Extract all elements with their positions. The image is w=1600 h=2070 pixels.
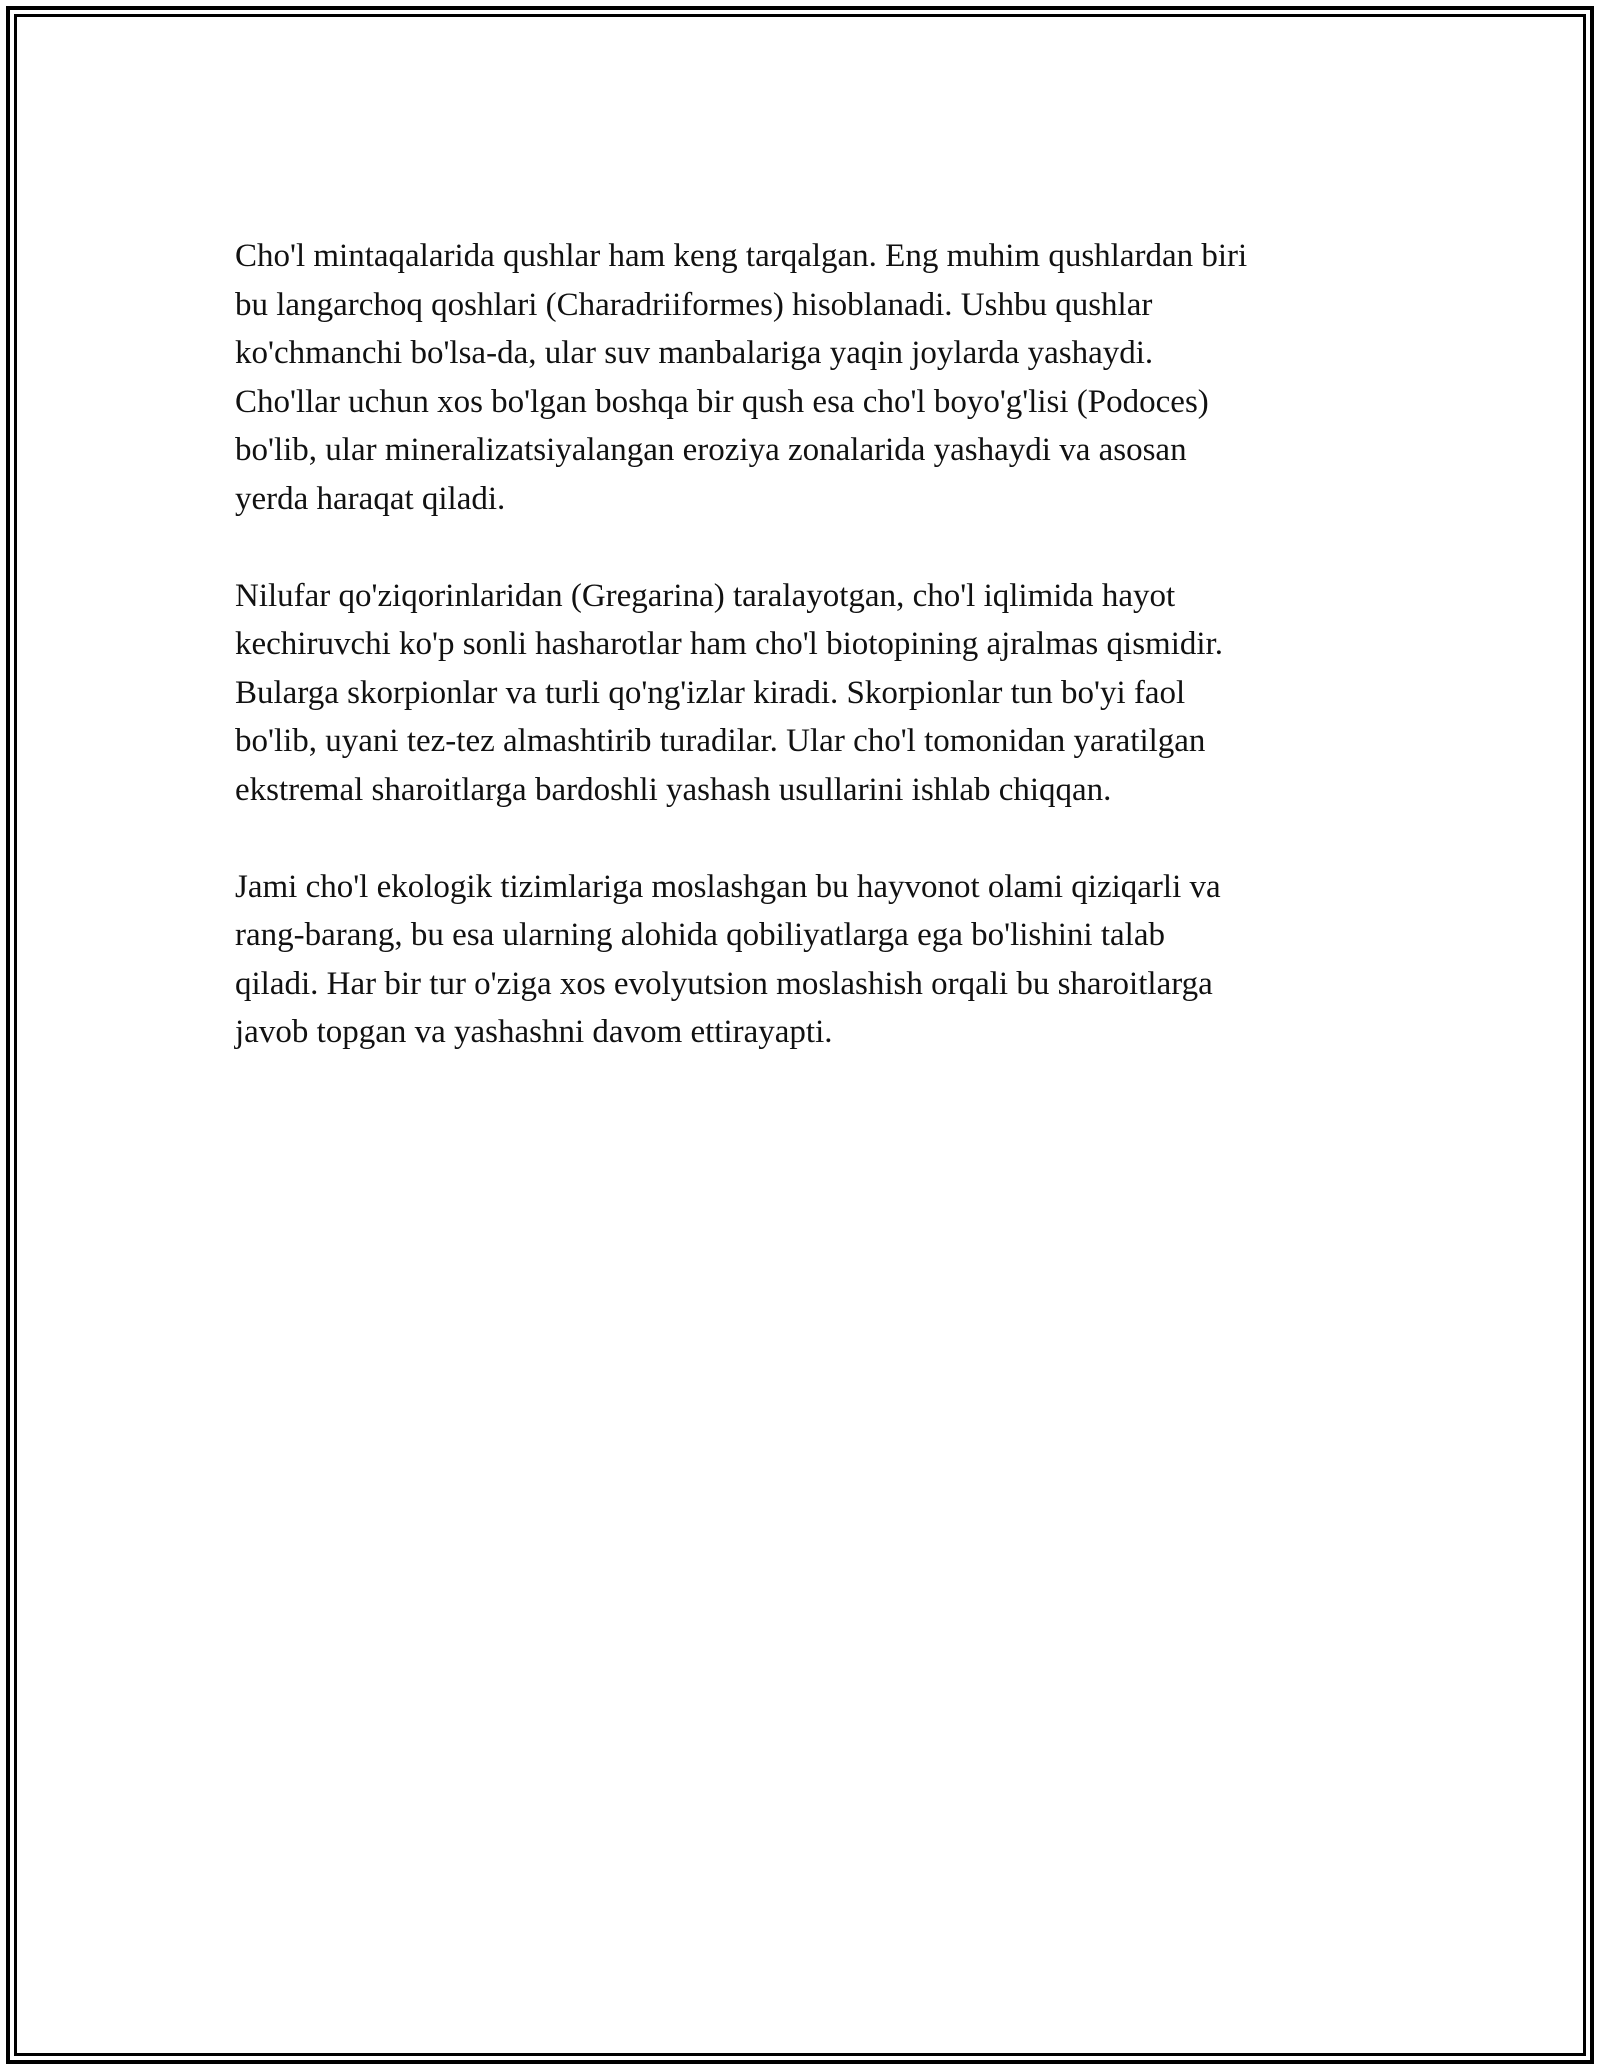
text-line: ekstremal sharoitlarga bardoshli yashash usullarini ishlab chiqqan. — [235, 771, 1112, 808]
text-line: Bularga skorpionlar va turli qo'ng'izlar kiradi. Skorpionlar tun bo'yi faol — [235, 674, 1186, 711]
document-body — [235, 232, 1375, 1105]
text-line: kechiruvchi ko'p sonli hasharotlar ham cho'l biotopining ajralmas qismidir. — [235, 626, 1223, 662]
text-line: qiladi. Har bir tur o'ziga xos evolyutsion moslashish orqali bu sharoitlarga — [235, 965, 1213, 1002]
text-line: Nilufar qo'ziqorinlaridan (Gregarina) taralayotgan, cho'l iqlimida hayot — [235, 577, 1176, 614]
paragraph-insects — [235, 572, 1375, 815]
paragraph-birds — [235, 232, 1375, 523]
text-line: bu langarchoq qoshlari (Charadriiformes) hisoblanadi. Ushbu qushlar — [235, 286, 1153, 323]
text-line: javob topgan va yashashni davom ettirayapti. — [235, 1014, 833, 1050]
text-line: Cho'llar uchun xos bo'lgan boshqa bir qush esa cho'l boyo'g'lisi (Podoces) — [235, 383, 1209, 420]
text-line: rang-barang, bu esa ularning alohida qobiliyatlarga ega bo'lishini talab — [235, 917, 1165, 953]
text-line: bo'lib, ular mineralizatsiyalangan eroziya zonalarida yashaydi va asosan — [235, 432, 1187, 468]
text-line: bo'lib, uyani tez-tez almashtirib turadilar. Ular cho'l tomonidan yaratilgan — [235, 723, 1206, 759]
text-line: ko'chmanchi bo'lsa-da, ular suv manbalariga yaqin joylarda yashaydi. — [235, 335, 1154, 371]
text-line: Jami cho'l ekologik tizimlariga moslashgan bu hayvonot olami qiziqarli va — [235, 868, 1221, 905]
paragraph-conclusion — [235, 863, 1375, 1057]
text-line: Cho'l mintaqalarida qushlar ham keng tarqalgan. Eng muhim qushlardan biri — [235, 238, 1248, 274]
text-line: yerda haraqat qiladi. — [235, 480, 506, 517]
